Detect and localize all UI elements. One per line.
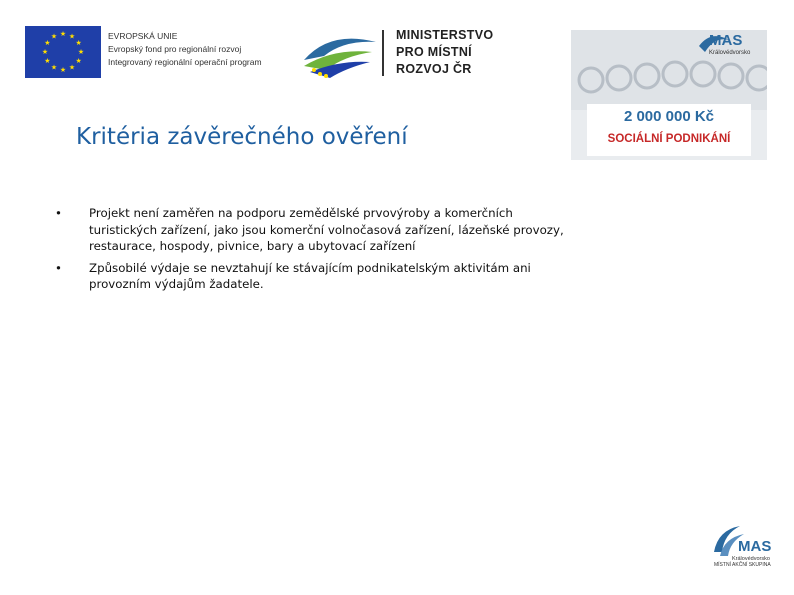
eu-logo-line: EVROPSKÁ UNIE — [108, 31, 178, 41]
eu-logo-text — [108, 30, 262, 69]
svg-text:★: ★ — [50, 63, 58, 72]
mas-footer-logo — [710, 520, 780, 570]
list-item — [55, 205, 575, 255]
mmr-logo-text — [396, 27, 493, 78]
bullet-text: Projekt není zaměřen na podporu zemědělské prvovýroby a komerčních turistických zařízení, jako jsou komerční volnočasová zařízení, lázeňské provozy, restaurace, hospody, pivnice, bary a ubytovací zařízení — [89, 206, 564, 253]
eu-logo-line: Integrovaný regionální operační program — [108, 57, 262, 67]
promo-mas-sub: Královédvorsko — [709, 50, 751, 56]
promo-subtitle: SOCIÁLNÍ PODNIKÁNÍ — [607, 133, 731, 145]
eu-logo — [25, 26, 281, 78]
svg-text:★: ★ — [59, 66, 67, 74]
svg-text:★: ★ — [68, 32, 76, 41]
mmr-logo-line: MINISTERSTVO — [396, 28, 494, 42]
svg-text:★: ★ — [75, 57, 82, 65]
mas-footer-sub2: MÍSTNÍ AKČNÍ SKUPINA — [714, 562, 771, 568]
svg-text:★: ★ — [75, 39, 82, 47]
mmr-logo-line: ROZVOJ ČR — [396, 62, 472, 76]
slide-title: Kritéria závěrečného ověření — [76, 124, 408, 150]
list-item — [55, 260, 575, 293]
svg-text:★: ★ — [77, 48, 85, 56]
mmr-logo-line: PRO MÍSTNÍ — [396, 45, 472, 59]
mmr-divider — [382, 30, 384, 76]
svg-text:★: ★ — [44, 57, 51, 65]
mas-footer-sub: Královédvorsko — [732, 556, 770, 562]
svg-text:★: ★ — [50, 32, 58, 41]
svg-text:★: ★ — [44, 39, 51, 47]
mmr-emblem-icon — [300, 26, 380, 82]
eu-flag-icon — [25, 26, 101, 78]
mmr-logo — [300, 26, 515, 82]
eu-logo-line: Evropský fond pro regionální rozvoj — [108, 44, 242, 54]
bullet-icon: • — [55, 206, 62, 220]
mas-footer-label: MAS — [738, 538, 772, 555]
promo-banner — [571, 30, 767, 160]
svg-text:★: ★ — [68, 63, 76, 72]
bullet-list — [55, 205, 575, 298]
bullet-text: Způsobilé výdaje se nevztahují ke stávajícím podnikatelským aktivitám ani provozním výdajům žadatele. — [89, 260, 531, 291]
promo-mas-label: MAS — [709, 32, 743, 49]
bullet-icon: • — [55, 260, 62, 275]
svg-text:★: ★ — [41, 48, 49, 56]
svg-text:★: ★ — [59, 30, 67, 38]
promo-amount: 2 000 000 Kč — [623, 108, 715, 125]
